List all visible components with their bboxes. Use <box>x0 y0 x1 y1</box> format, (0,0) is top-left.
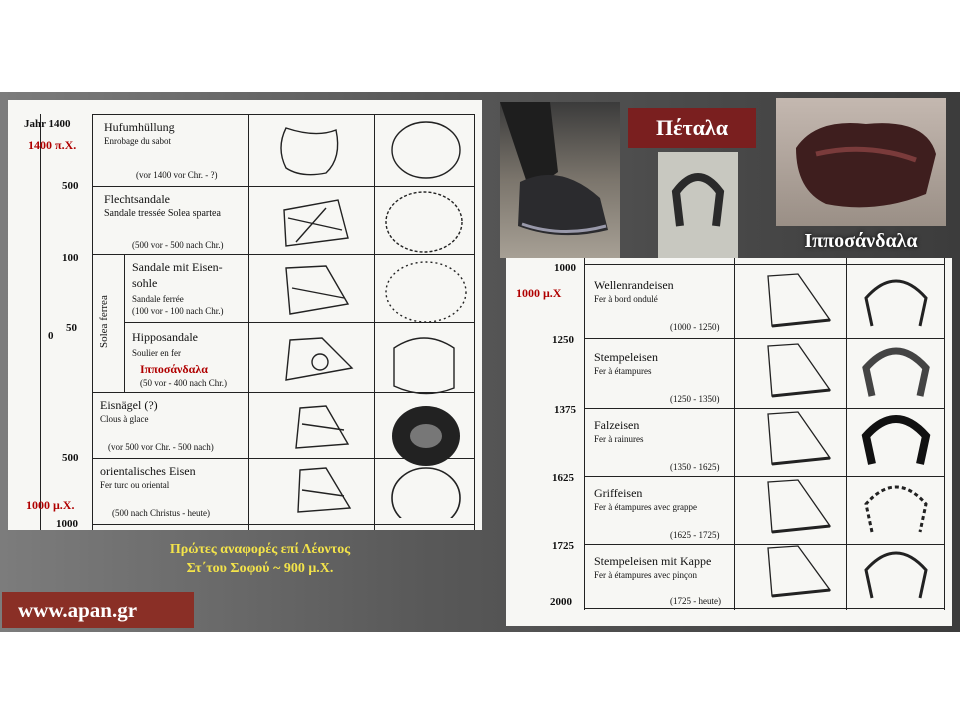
row-dates: (vor 500 vor Chr. - 500 nach) <box>108 442 214 452</box>
label-hipposandals: Ιπποσάνδαλα <box>804 230 918 252</box>
caption <box>100 540 420 578</box>
row-name: orientalisches Eisen <box>100 464 196 478</box>
axis-header: Jahr 1400 <box>24 118 71 130</box>
row-french: Clous à glace <box>100 414 149 424</box>
year-tick: 50 <box>66 322 77 334</box>
row-dates: (1350 - 1625) <box>670 462 720 472</box>
right-timeline-chart <box>506 258 952 626</box>
row-french: Fer à rainures <box>594 434 644 444</box>
row-french: Fer à bord ondulé <box>594 294 658 304</box>
row-dates: (500 vor - 500 nach Chr.) <box>132 240 224 250</box>
row-dates: (500 nach Christus - heute) <box>112 508 210 518</box>
hipposandal-photo <box>776 98 946 226</box>
shoe-drawings <box>850 268 942 608</box>
row-name: Falzeisen <box>594 418 640 432</box>
red-marker-1000ad: 1000 μ.Χ <box>516 286 562 300</box>
row-name: Griffeisen <box>594 486 643 500</box>
year-tick: 1000 <box>554 262 576 274</box>
caption-line-2: Στ΄του Σοφού ~ 900 μ.Χ. <box>186 561 334 576</box>
year-tick: 100 <box>62 252 79 264</box>
year-tick: 1725 <box>552 540 574 552</box>
row-french: Sandale ferrée <box>132 294 184 304</box>
row-dates: (1000 - 1250) <box>670 322 720 332</box>
year-tick: 1375 <box>554 404 576 416</box>
bracket-label: Solea ferrea <box>98 295 110 348</box>
row-dates: (1725 - heute) <box>670 596 721 606</box>
year-tick: 0 <box>48 330 54 342</box>
row-name: Hufumhüllung <box>104 120 175 134</box>
row-dates: (1250 - 1350) <box>670 394 720 404</box>
year-tick: 500 <box>62 180 79 192</box>
hoof-photo <box>500 102 620 258</box>
hoof-drawings-column <box>256 118 372 518</box>
row-dates: (50 vor - 400 nach Chr.) <box>140 378 227 388</box>
label-horseshoes: Πέταλα <box>628 108 756 148</box>
row-name: Eisnägel (?) <box>100 398 158 412</box>
row-french: Enrobage du sabot <box>104 136 171 146</box>
row-dates: (1625 - 1725) <box>670 530 720 540</box>
year-tick: 1000 <box>56 518 78 530</box>
year-tick: 1625 <box>552 472 574 484</box>
row-french: Soulier en fer <box>132 348 181 358</box>
shod-hoof-drawings <box>738 268 842 608</box>
year-tick: 500 <box>62 452 79 464</box>
row-name: Stempeleisen mit Kappe <box>594 554 712 568</box>
row-name: Stempeleisen <box>594 350 658 364</box>
caption-line-1: Πρώτες αναφορές επί Λέοντος <box>169 542 351 557</box>
year-tick: 2000 <box>550 596 572 608</box>
left-timeline-chart <box>8 100 482 530</box>
row-dates: (100 vor - 100 nach Chr.) <box>132 306 224 316</box>
row-name: Hipposandale <box>132 330 198 344</box>
row-french: Sandale tressée Solea spartea <box>104 208 221 219</box>
row-name-cont: sohle <box>132 276 158 290</box>
red-label-hipposandal: Ιπποσάνδαλα <box>140 362 208 376</box>
row-french: Fer à étampures <box>594 366 652 376</box>
row-name: Sandale mit Eisen- <box>132 260 223 274</box>
horseshoe-photo <box>658 152 738 258</box>
row-french: Fer à étampures avec pinçon <box>594 570 697 580</box>
website-label[interactable]: www.apan.gr <box>2 592 194 628</box>
row-dates: (vor 1400 vor Chr. - ?) <box>136 170 218 180</box>
row-french: Fer à étampures avec grappe <box>594 502 697 512</box>
row-name: Flechtsandale <box>104 192 170 206</box>
red-marker-1400bc: 1400 π.Χ. <box>28 138 77 152</box>
year-tick: 1250 <box>552 334 574 346</box>
red-marker-1000ad: 1000 μ.Χ. <box>26 498 75 512</box>
row-name: Wellenrandeisen <box>594 278 674 292</box>
row-french: Fer turc ou oriental <box>100 480 170 490</box>
sole-drawings-column <box>380 118 472 518</box>
